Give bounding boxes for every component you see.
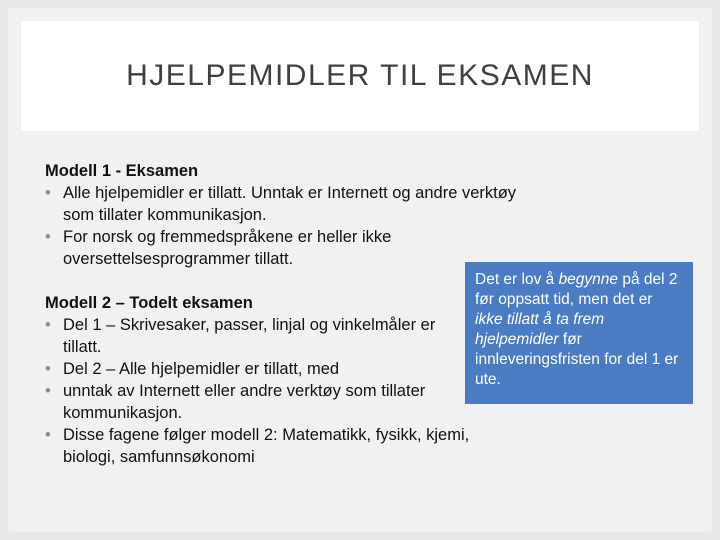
slide-title: HJELPEMIDLER TIL EKSAMEN [126, 59, 594, 92]
list-item [45, 358, 525, 380]
model1-heading: Modell 1 - Eksamen [45, 162, 199, 180]
list-item [45, 226, 525, 270]
bullet-icon: • [45, 360, 51, 378]
list-item [45, 314, 525, 358]
bullet-text: Disse fagene følger modell 2: Matematikk, fysikk, kjemi, biologi, samfunnsøkonomi [63, 426, 470, 466]
bullet-icon: • [45, 382, 51, 400]
slide-content [45, 160, 525, 468]
bullet-text: For norsk og fremmedspråkene er heller ikke oversettelsesprogrammer tillatt. [63, 228, 392, 268]
list-item [45, 424, 525, 468]
bullet-text: Del 1 – Skrivesaker, passer, linjal og vinkelmåler er tillatt. [63, 316, 436, 356]
bullet-icon: • [45, 228, 51, 246]
callout-emphasis: ikke tillatt å ta frem hjelpemidler [475, 311, 605, 348]
bullet-icon: • [45, 316, 51, 334]
list-item [45, 380, 525, 424]
callout-text: før innleveringsfristen for del 1 er ute. [475, 331, 679, 388]
title-box [21, 21, 699, 131]
callout-emphasis: begynne [558, 271, 619, 288]
callout-text: på del 2 før oppsatt tid, men det er [475, 271, 678, 308]
list-item [45, 182, 525, 226]
callout-box [465, 262, 693, 404]
bullet-text: Del 2 – Alle hjelpemidler er tillatt, med [63, 360, 340, 378]
bullet-text: Alle hjelpemidler er tillatt. Unntak er Internett og andre verktøy som tillater kommunikasjon. [63, 184, 517, 224]
bullet-icon: • [45, 184, 51, 202]
bullet-text: unntak av Internett eller andre verktøy som tillater kommunikasjon. [63, 382, 426, 422]
model2-heading: Modell 2 – Todelt eksamen [45, 294, 253, 312]
bullet-icon: • [45, 426, 51, 444]
callout-text: Det er lov å [475, 271, 559, 288]
